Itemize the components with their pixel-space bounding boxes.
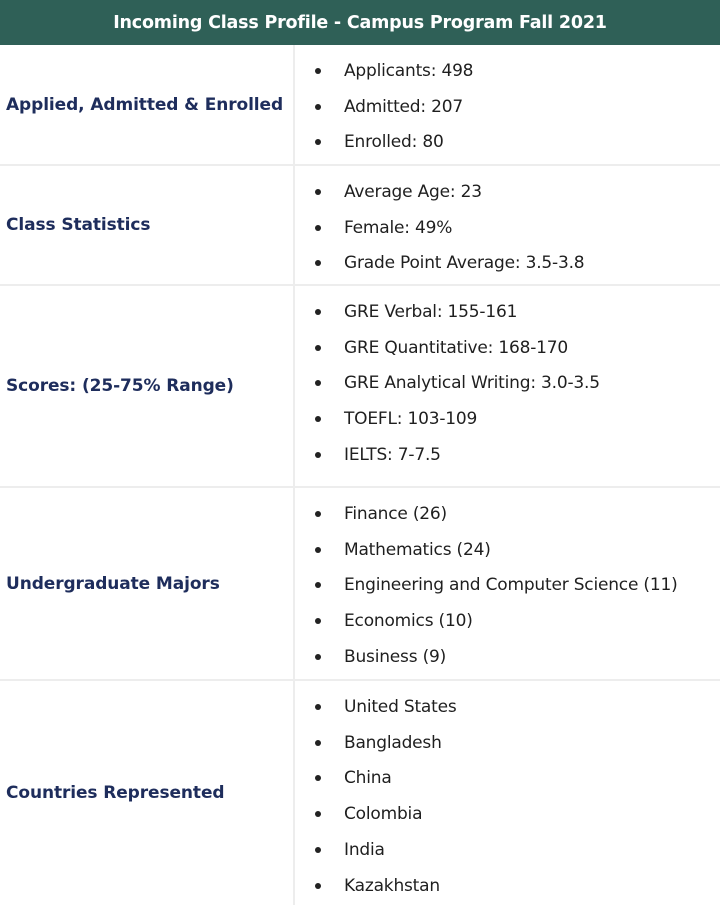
list-item — [295, 832, 720, 868]
bullet-icon — [315, 260, 321, 266]
bullet-icon — [315, 139, 321, 145]
list-item-text: Applicants: 498 — [344, 60, 474, 81]
list-item-text: Kazakhstan — [344, 875, 440, 896]
section-label: Undergraduate Majors — [0, 488, 295, 679]
list-item-text: Economics (10) — [344, 611, 473, 632]
list-item — [295, 401, 720, 437]
bullet-icon — [315, 345, 321, 351]
section-label: Countries Represented — [0, 681, 295, 905]
bullet-icon — [315, 883, 321, 889]
bullet-icon — [315, 225, 321, 231]
bullet-icon — [315, 380, 321, 386]
list-item-text: TOEFL: 103-109 — [344, 409, 478, 430]
list-item-text: China — [344, 768, 392, 789]
bullet-icon — [315, 811, 321, 817]
list-item-text: Colombia — [344, 804, 423, 825]
list-item-text: India — [344, 840, 385, 861]
list-item-text: United States — [344, 696, 457, 717]
section-applied-admitted-enrolled — [0, 45, 720, 166]
bullet-icon — [315, 452, 321, 458]
bullet-icon — [315, 189, 321, 195]
section-label: Applied, Admitted & Enrolled — [0, 45, 295, 164]
list-item — [295, 246, 720, 282]
list-item — [295, 437, 720, 473]
list-item-text: Average Age: 23 — [344, 181, 482, 202]
bullet-icon — [315, 582, 321, 588]
list-item-text: Mathematics (24) — [344, 539, 491, 560]
list-item — [295, 689, 720, 725]
bullet-icon — [315, 309, 321, 315]
list-item — [295, 366, 720, 402]
list-item-text: Bangladesh — [344, 732, 442, 753]
list-item-text: Grade Point Average: 3.5-3.8 — [344, 253, 585, 274]
list-item-text: GRE Verbal: 155-161 — [344, 301, 518, 322]
list-item-text: Business (9) — [344, 647, 447, 668]
list-item — [295, 330, 720, 366]
section-scores — [0, 286, 720, 488]
list-item — [295, 639, 720, 675]
list-item — [295, 761, 720, 797]
list-item-text: Enrolled: 80 — [344, 132, 444, 153]
bullet-icon — [315, 847, 321, 853]
bullet-icon — [315, 618, 321, 624]
bullet-icon — [315, 547, 321, 553]
section-list — [295, 681, 720, 905]
list-item — [295, 210, 720, 246]
section-list — [295, 166, 720, 284]
section-undergraduate-majors — [0, 488, 720, 681]
list-item-text: Finance (26) — [344, 503, 447, 524]
section-class-statistics — [0, 166, 720, 286]
section-list — [295, 45, 720, 164]
section-list — [295, 286, 720, 486]
list-item — [295, 796, 720, 832]
bullet-icon — [315, 654, 321, 660]
list-item — [295, 174, 720, 210]
bullet-icon — [315, 104, 321, 110]
section-label: Class Statistics — [0, 166, 295, 284]
list-item — [295, 603, 720, 639]
section-list — [295, 488, 720, 679]
bullet-icon — [315, 704, 321, 710]
bullet-icon — [315, 775, 321, 781]
list-item — [295, 496, 720, 532]
section-label: Scores: (25-75% Range) — [0, 286, 295, 486]
table-title: Incoming Class Profile - Campus Program Fall 2021 — [0, 0, 720, 45]
list-item — [295, 294, 720, 330]
bullet-icon — [315, 416, 321, 422]
list-item — [295, 53, 720, 89]
list-item — [295, 532, 720, 568]
bullet-icon — [315, 511, 321, 517]
list-item-text: GRE Quantitative: 168-170 — [344, 337, 569, 358]
section-countries-represented — [0, 681, 720, 905]
list-item-text: Engineering and Computer Science (11) — [344, 575, 678, 596]
bullet-icon — [315, 740, 321, 746]
list-item-text: IELTS: 7-7.5 — [344, 445, 441, 466]
list-item-text: GRE Analytical Writing: 3.0-3.5 — [344, 373, 600, 394]
list-item — [295, 568, 720, 604]
list-item-text: Admitted: 207 — [344, 96, 463, 117]
list-item — [295, 725, 720, 761]
list-item — [295, 868, 720, 904]
list-item-text: Female: 49% — [344, 217, 453, 238]
list-item — [295, 89, 720, 125]
list-item — [295, 125, 720, 161]
bullet-icon — [315, 68, 321, 74]
